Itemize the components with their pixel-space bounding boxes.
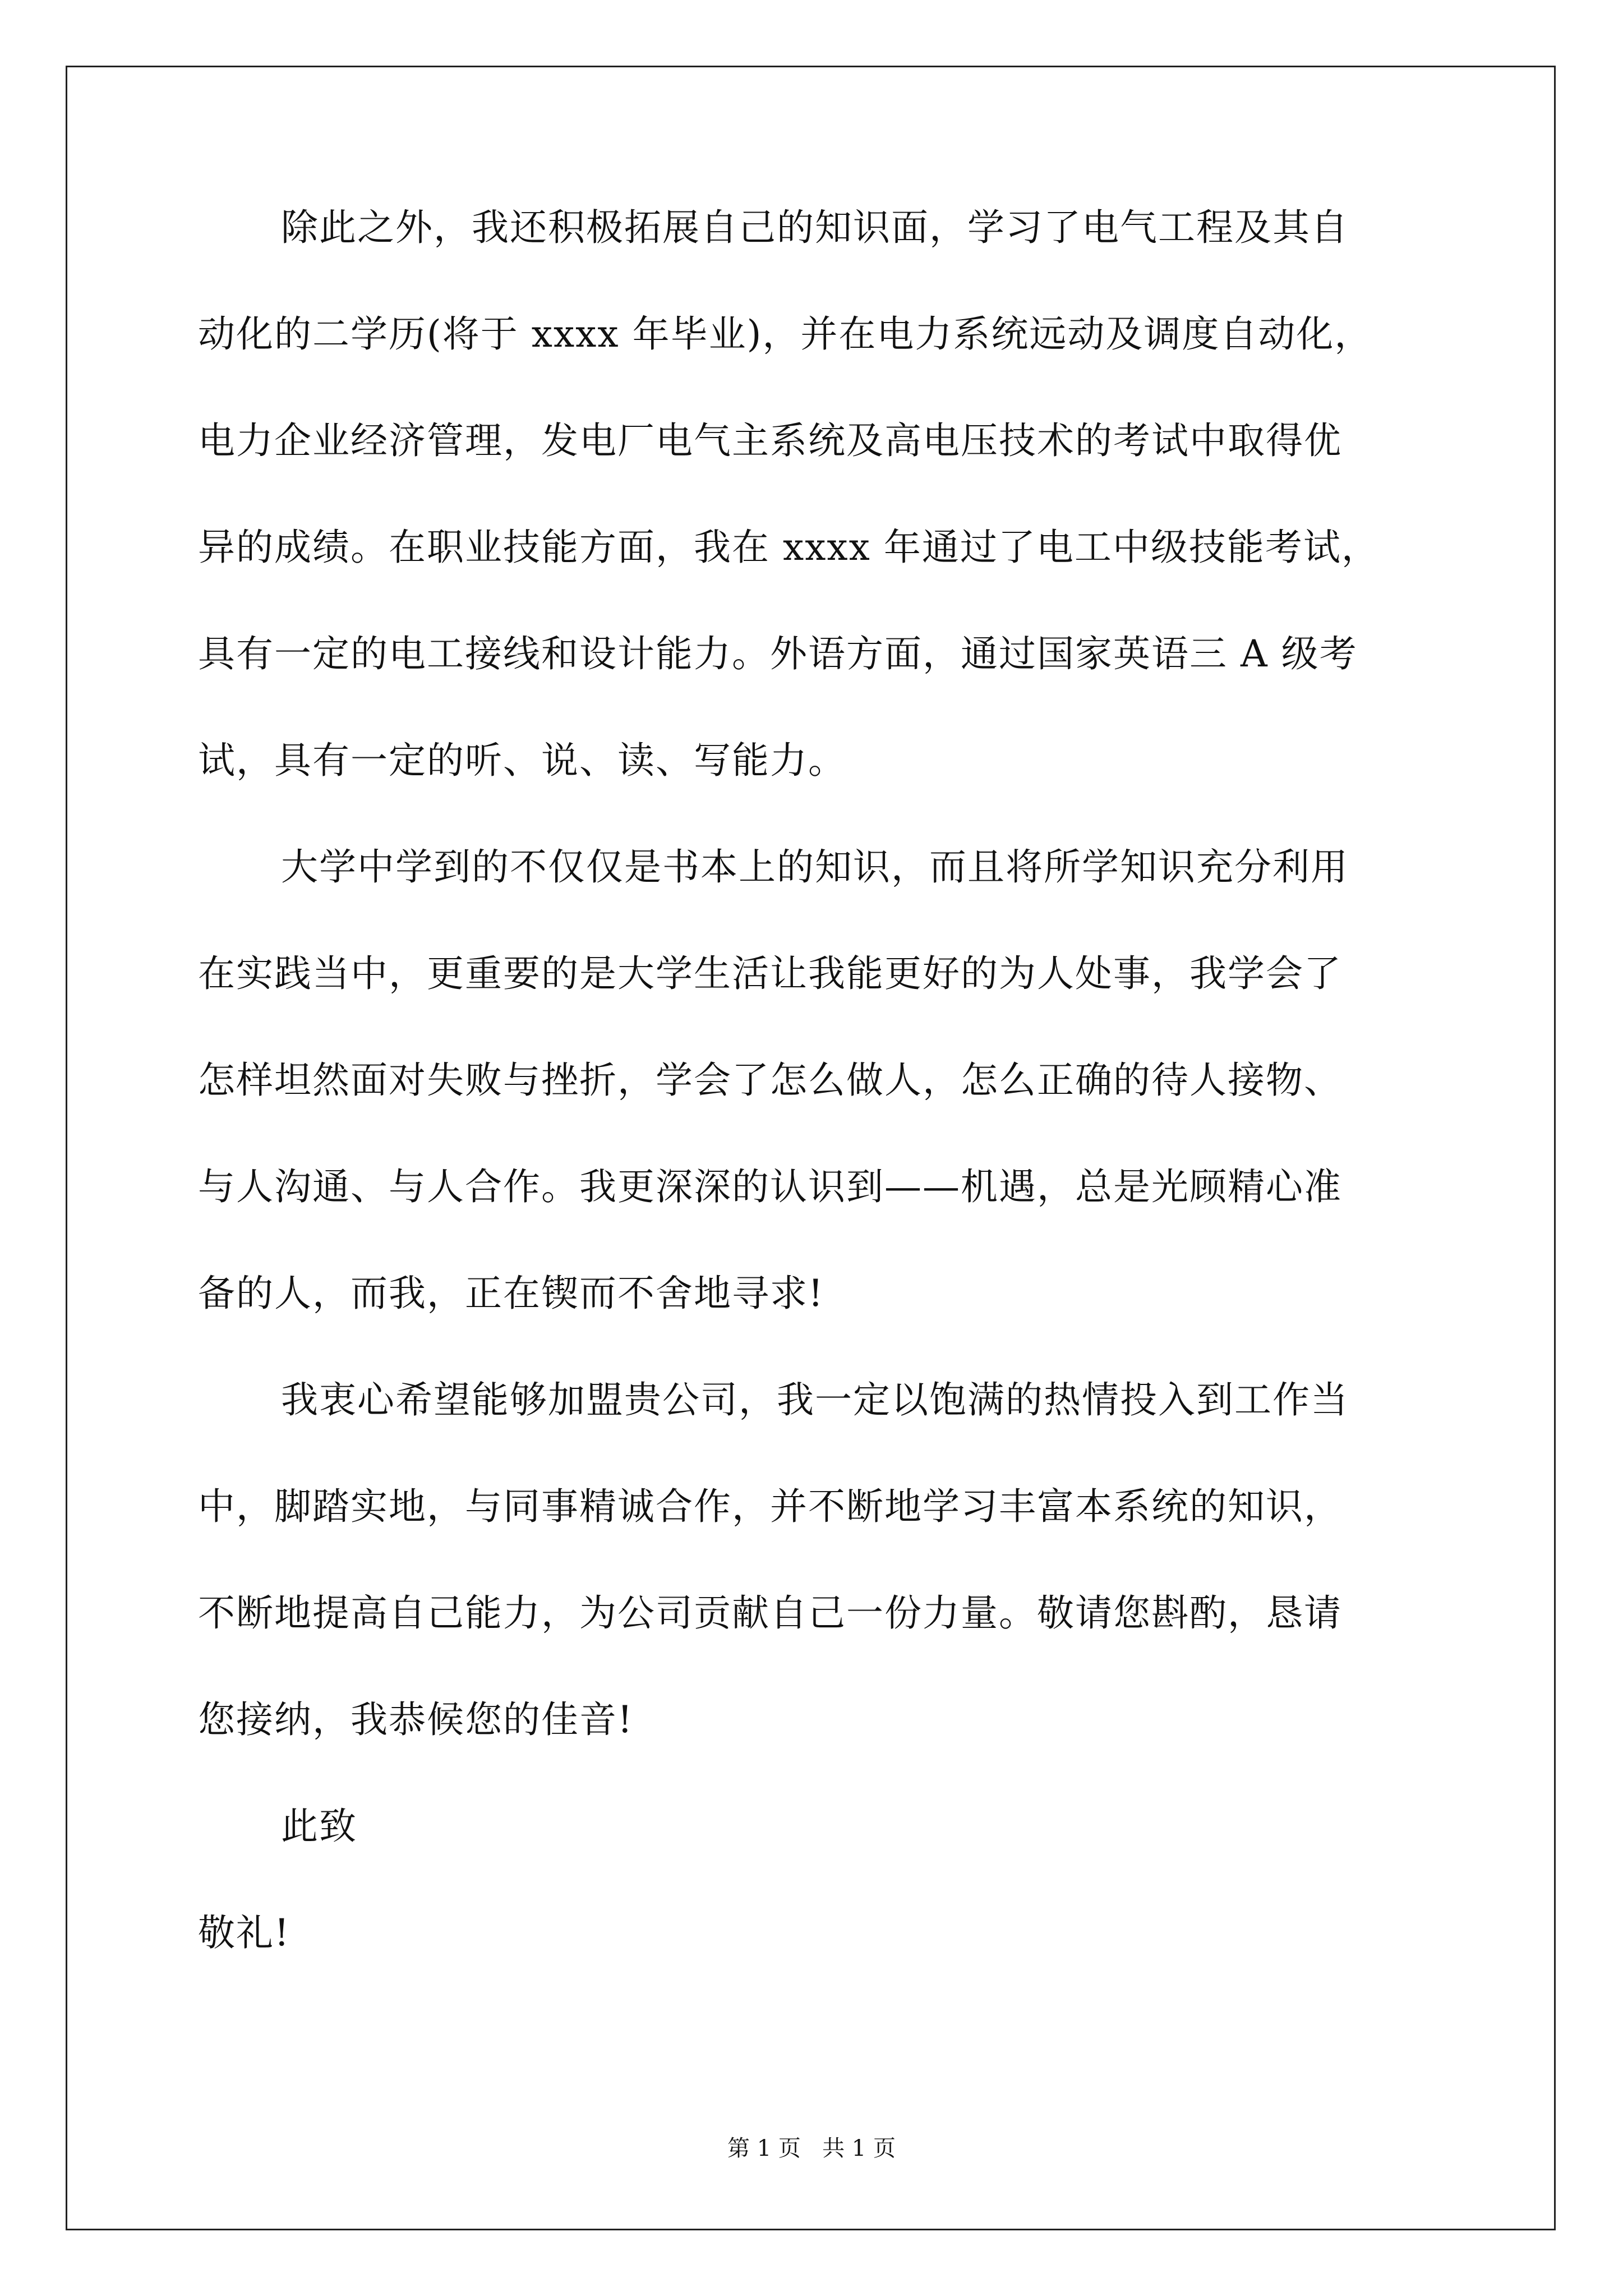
page-number-footer: 第 1 页 共 1 页 — [727, 2136, 896, 2161]
paragraph-3-line-2: 中，脚踏实地，与同事精诚合作，并不断地学习丰富本系统的知识， — [198, 1485, 1342, 1528]
paragraph-2-line-4: 与人沟通、与人合作。我更深深的认识到——机遇，总是光顾精心准 — [198, 1165, 1342, 1208]
closing-text: 此致 — [281, 1805, 357, 1848]
paragraph-3-line-1: 我衷心希望能够加盟贵公司，我一定以饱满的热情投入到工作当 — [281, 1378, 1349, 1421]
paragraph-1-line-5: 具有一定的电工接线和设计能力。外语方面，通过国家英语三 A 级考 — [198, 632, 1358, 675]
paragraph-2-line-2: 在实践当中，更重要的是大学生活让我能更好的为人处事，我学会了 — [198, 952, 1342, 995]
salutation-text: 敬礼! — [198, 1911, 291, 1954]
paragraph-1-line-4: 异的成绩。在职业技能方面，我在 xxxx 年通过了电工中级技能考试， — [198, 526, 1380, 569]
paragraph-3-line-3: 不断地提高自己能力，为公司贡献自己一份力量。敬请您斟酌，恳请 — [198, 1591, 1342, 1635]
paragraph-2-line-5: 备的人，而我，正在锲而不舍地寻求! — [198, 1272, 824, 1315]
paragraph-2-line-3: 怎样坦然面对失败与挫折，学会了怎么做人，怎么正确的待人接物、 — [198, 1059, 1342, 1102]
paragraph-3-line-4: 您接纳，我恭候您的佳音! — [198, 1698, 634, 1741]
paragraph-1-line-6: 试，具有一定的听、说、读、写能力。 — [198, 739, 846, 782]
paragraph-1-line-2: 动化的二学历(将于 xxxx 年毕业)，并在电力系统远动及调度自动化， — [198, 312, 1373, 356]
page-frame — [66, 66, 1556, 2230]
paragraph-1-line-3: 电力企业经济管理，发电厂电气主系统及高电压技术的考试中取得优 — [198, 419, 1342, 462]
paragraph-1-line-1: 除此之外，我还积极拓展自己的知识面，学习了电气工程及其自 — [281, 206, 1349, 249]
paragraph-2-line-1: 大学中学到的不仅仅是书本上的知识，而且将所学知识充分利用 — [281, 845, 1349, 889]
